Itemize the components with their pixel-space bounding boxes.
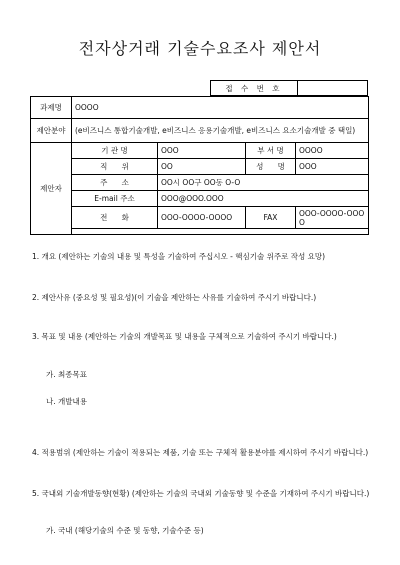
project-name-label: 과제명 [31, 97, 72, 119]
position-value[interactable]: OO [158, 159, 246, 175]
dept-name-value[interactable]: OOOO [296, 143, 369, 159]
proposer-label: 제안자 [31, 143, 72, 235]
section-4-scope: 4. 적용범위 (제안하는 기술이 적용되는 제품, 기술 또는 구체적 활용분야를 제시하여 주시기 바랍니다.) [32, 448, 369, 457]
person-name-value[interactable]: OOO [296, 159, 369, 175]
position-label: 직 위 [72, 159, 158, 175]
section-3a-final-goal: 가. 최종목표 [46, 370, 87, 379]
section-3b-dev-content: 나. 개발내용 [46, 397, 87, 406]
receipt-number-label: 접 수 번 호 [211, 81, 298, 96]
fax-label: FAX [246, 207, 296, 229]
section-1-overview: 1. 개요 (제안하는 기술의 내용 및 특성을 기술하여 주십시오 - 핵심기술 위주로 작성 요망) [32, 252, 326, 261]
email-value[interactable]: OOO@OOO.OOO [158, 191, 369, 207]
address-label: 주 소 [72, 175, 158, 191]
receipt-number-field[interactable] [298, 81, 368, 96]
proposer-spacer-row [72, 229, 369, 235]
section-5-trends: 5. 국내외 기술개발동향(현황) (제안하는 기술의 국내외 기술동향 및 수준을 기재하여 주시기 바랍니다.) [32, 489, 370, 498]
section-3-goals: 3. 목표 및 내용 (제안하는 기술의 개발목표 및 내용을 구체적으로 기술하여 주시기 바랍니다.) [32, 332, 337, 341]
phone-label: 전 화 [72, 207, 158, 229]
fax-value[interactable]: OOO-OOOO-OOOO [296, 207, 369, 229]
proposal-field-label: 제안분야 [31, 119, 72, 143]
section-5a-domestic: 가. 국내 (해당기술의 수준 및 동향, 기술수준 등) [46, 526, 204, 535]
org-name-label: 기 관 명 [72, 143, 158, 159]
org-name-value[interactable]: OOO [158, 143, 246, 159]
phone-value[interactable]: OOO-OOOO-OOOO [158, 207, 246, 229]
dept-name-label: 부 서 명 [246, 143, 296, 159]
project-name-value[interactable]: OOOO [72, 97, 369, 119]
person-name-label: 성 명 [246, 159, 296, 175]
proposal-info-table [30, 96, 369, 235]
receipt-number-table [210, 80, 368, 96]
proposal-field-value[interactable]: (e비즈니스 통합기술개발, e비즈니스 응용기술개발, e비즈니스 요소기술개발 중 택일) [72, 119, 369, 143]
section-2-reason: 2. 제안사유 (중요성 및 필요성)(이 기술을 제안하는 사유를 기술하여 주시기 바랍니다.) [32, 293, 317, 302]
page-title: 전자상거래 기술수요조사 제안서 [78, 39, 322, 58]
email-label: E-mail 주소 [72, 191, 158, 207]
address-value[interactable]: OO시 OO구 OO동 O-O [158, 175, 369, 191]
